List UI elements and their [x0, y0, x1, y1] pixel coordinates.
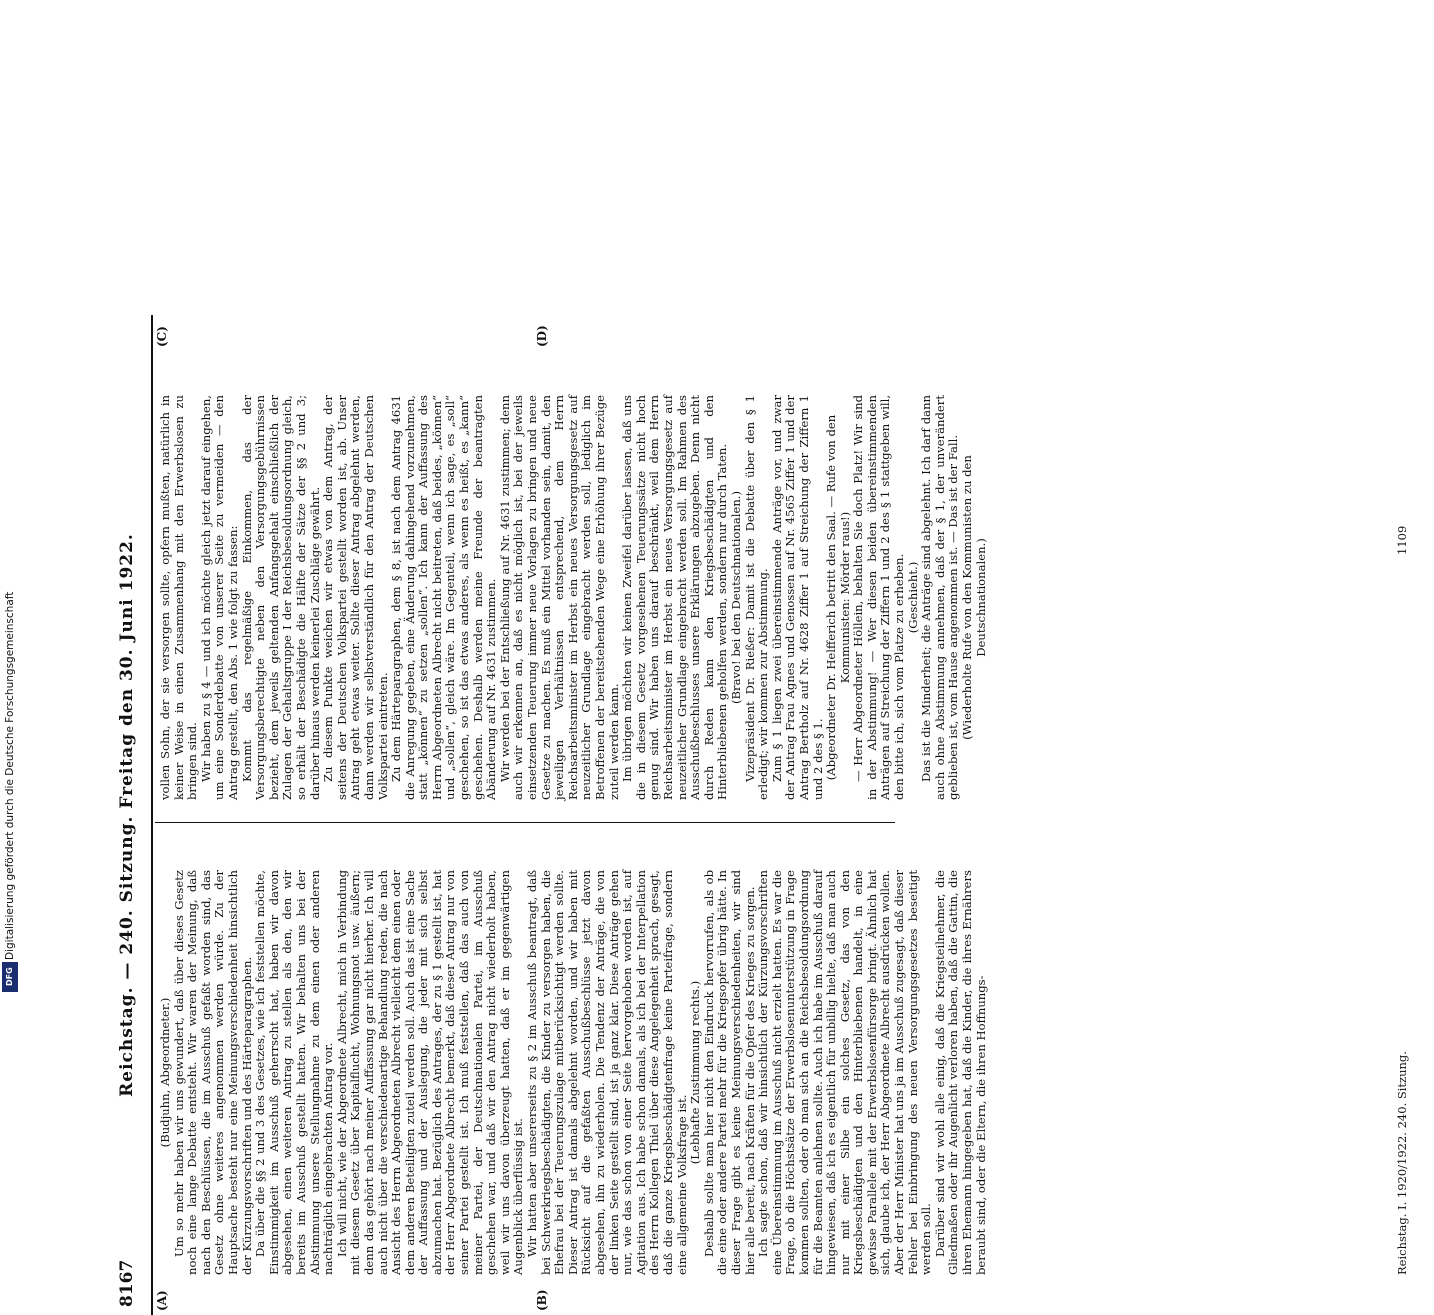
- paragraph: Ich sagte schon, daß wir hinsichtlich der Kürzungsvorschriften eine Übereinstimmung im Ausschuß nicht erzielt hatten. Es war die Frage, ob die Höchstsätze der Erwerbslosenunterstützung in Frage kommen sollten, oder ob man sich an die Reichsbesoldungsordnung für die Beamten anlehnen sollte. Auch ich habe im Ausschuß darauf hingewiesen, daß ich es eigentlich für unbillig hielte, daß man auch nur mit einer Silbe ein solches Gesetz, das von den Kriegsbeschädigten und den Hinterbliebenen handelt, in eine gewisse Parallele mit der Erwerbslosenfürsorge bringt. Ähnlich hat sich, glaube ich, der Herr Abgeordnete Albrecht ausdrücken wollen. Aber der Herr Minister hat uns ja im Ausschuß zugesagt, daß dieser Fehler bei Einbringung des neuen Versorgungsgesetzes beseitigt werden soll.: [756, 870, 934, 1275]
- header-rule: [151, 315, 153, 1315]
- interjection: (Lebhafte Zustimmung rechts.): [688, 980, 703, 1165]
- paragraph: vollen Sohn, der sie versorgen sollte, opfern mußten, natürlich in keiner Weise in einen Zusammenhang mit den Erwerbslosen zu bringen sind.: [158, 395, 200, 800]
- paragraph: Wir werden bei der Entschließung auf Nr. 4631 zustimmen; denn auch wir erkennen an, daß es nicht möglich ist, bei der jeweils einsetzenden Teuerung immer neue Vorlagen zu bringen und neue Gesetze zu machen. Es muß ein Mittel vorhanden sein, damit, den jeweiligen Verhältnissen entsprechend, dem Herrn Reichsarbeitsminister im Herbst ein neues Versorgungsgesetz auf neuzeitlicher Grundlage eingebracht werden soll, lediglich im Betroffenen der bereitstehenden Wege eine Erhöhung ihrer Bezüge zuteil werden kann.: [497, 395, 621, 800]
- left-footer: Reichstag. I. 1920/1922. 240. Sitzung.: [1395, 1051, 1409, 1275]
- speaker-line: (Budjuhn, Abgeordneter.): [158, 997, 172, 1148]
- right-footer: 1109: [1395, 525, 1409, 555]
- quoted-motion: Kommt das regelmäßige Einkommen, das der Versorgungsberechtigte neben den Versorgungsgebührnissen bezieht, dem jeweils geltenden Anfangsgehalt einschließlich der Zulagen der Gehaltsgruppe I der Reichsbesoldungsordnung gleich, so erhält der Beschädigte die Hälfte der Sätze der §§ 2 und 3; darüber hinaus werden keinerlei Zuschläge gewährt.: [239, 395, 322, 800]
- paragraph: Um so mehr haben wir uns gewundert, daß über dieses Gesetz noch eine lange Debatte entsteht. Wir waren der Meinung, daß nach den Beschlüssen, die im Ausschuß gefaßt worden sind, das Gesetz ohne weiteres angenommen werden würde. Zu der Hauptsache besteht nur eine Meinungsverschiedenheit hinsichtlich der Kürzungsvorschriften und des Härteparagraphen.: [171, 870, 254, 1275]
- paragraph: — Herr Abgeordneter Höllein, behalten Sie doch Platz! Wir sind in der Abstimmung! — Wer diesen beiden übereinstimmenden Anträgen auf Streichung der Ziffern 1 und 2 des § 1 stattgeben will, den bitte ich, sich vom Platze zu erheben.: [851, 395, 907, 800]
- margin-letter-a: (A): [155, 1290, 169, 1311]
- margin-letter-d: (D): [535, 325, 549, 347]
- margin-letter-b: (B): [535, 1289, 549, 1311]
- paragraph: Darüber sind wir wohl alle einig, daß die Kriegsteilnehmer, die Gliedmaßen oder ihr Augenlicht verloren haben, daß die Gattin, die ihren Ehemann hingegeben hat, daß die Kinder, die ihres Ernährers beraubt sind, oder die Eltern, die ihren Hoffnungs-: [932, 870, 988, 1275]
- paragraph: Zum § 1 liegen zwei übereinstimmende Anträge vor, und zwar der Antrag Frau Agnes und Genossen auf Nr. 4565 Ziffer 1 und der Antrag Bertholz auf Nr. 4628 Ziffer 1 auf Streichung der Ziffern 1 und 2 des § 1.: [769, 395, 825, 800]
- page-header: [105, 315, 149, 1315]
- digitization-credit: Digitalisierung gefördert durch die Deutsche Forschungsgemeinschaft: [4, 591, 16, 960]
- paragraph: Ich will nicht, wie der Abgeordnete Albrecht, mich in Verbindung mit diesem Gesetz über Kapitalflucht, Wohnungsnot usw. äußern; denn das gehört nach meiner Auffassung gar nicht hierher. Ich will auch nicht über die verschiedenartige Behandlung reden, die nach Ansicht des Herrn Abgeordneten Albrecht vielleicht dem einen oder dem anderen Beteiligten zuteil werden soll. Auch das ist eine Sache der Auffassung und der Auslegung, die jeder mit sich selbst abzumachen hat. Bezüglich des Antrages, der zu § 1 gestellt ist, hat der Herr Abgeordnete Albrecht bemerkt, daß dieser Antrag nur von seiner Partei gestellt ist. Ich muß feststellen, daß das auch von meiner Partei, der Deutschnationalen Partei, im Ausschuß geschehen war, und daß wir den Antrag nicht wiederholt haben, weil wir uns davon überzeugt hatten, daß er im gegenwärtigen Augenblick überflüssig ist.: [334, 870, 526, 1275]
- paragraph: Das ist die Minderheit; die Anträge sind abgelehnt. Ich darf dann auch ohne Abstimmung annehmen, daß der § 1, der unverändert geblieben ist, vom Hause angenommen ist. — Das ist der Fall.: [919, 395, 961, 800]
- margin-letter-c: (C): [155, 326, 169, 347]
- page-number-left: 8167: [117, 1259, 137, 1307]
- right-column: [159, 395, 988, 800]
- paragraph: Da über die §§ 2 und 3 des Gesetzes, wie ich feststellen möchte, Einstimmigkeit im Ausschuß geherrscht hat, haben wir davon abgesehen, einen weiteren Antrag zu stellen als den, den wir bereits im Ausschuß gestellt hatten. Wir behalten uns bei der Abstimmung unsere Stellungnahme zu dem einen oder anderen nachträglich eingebrachten Antrag vor.: [253, 870, 336, 1275]
- interjection: (Abgeordneter Dr. Helfferich betritt den Saal. — Rufe von den Kommunisten: Mörder raus!): [824, 414, 852, 781]
- interjection: (Wiederholte Rufe von den Kommunisten zu den Deutschnationalen.): [960, 455, 988, 740]
- paragraph: Zu diesem Punkte weichen wir etwas von dem Antrag, der seitens der Deutschen Volkspartei gestellt worden ist, ab. Unser Antrag geht etwas weiter. Sollte dieser Antrag abgelehnt werden, dann werden wir selbstverständlich für den Antrag der Deutschen Volkspartei eintreten.: [321, 395, 390, 800]
- paragraph: Zu dem Härteparagraphen, dem § 8, ist nach dem Antrag 4631 die Anregung gegeben, eine Änderung dahingehend vorzunehmen, statt „können“ zu setzen „sollen“. Ich kann der Auffassung des Herrn Abgeordneten Albrecht nicht beitreten, daß beides, „können“ und „sollen“, gleich wäre. Im Gegenteil, wenn ich sage, es „soll“ geschehen, so ist das etwas anderes, als wenn es heißt, es „kann“ geschehen. Deshalb werden meine Freunde der beantragten Abänderung auf Nr. 4631 zustimmen.: [389, 395, 499, 800]
- document-page: [105, 315, 1420, 1315]
- left-column: [159, 870, 988, 1275]
- paragraph: Deshalb sollte man hier nicht den Eindruck hervorrufen, als ob die eine oder andere Partei mehr für die Kriegsopfer übrig hätte. In dieser Frage gibt es keine Meinungsverschiedenheiten, wir sind hier alle bereit, nach Kräften für die Opfer des Krieges zu sorgen.: [701, 870, 757, 1275]
- paragraph: Wir hatten aber unsererseits zu § 2 im Ausschuß beantragt, daß bei Schwerkriegsbeschädigten, die Kinder zu versorgen haben, die Ehefrau bei der Teuerungszulage mitberücksichtigt werden sollte. Dieser Antrag ist damals abgelehnt worden, und wir haben mit Rücksicht auf die gefaßten Ausschußbeschlüsse jetzt davon abgesehen, ihn zu wiederholen. Die Tendenz der Anträge, die von der linken Seite gestellt sind, ist ja ganz klar. Diese Anträge gehen nur, wie das schon von einer Seite hervorgehoben worden ist, auf Agitation aus. Ich habe schon damals, als ich bei der Interpellation des Herrn Kollegen Thiel über diese Angelegenheit sprach, gesagt, daß die ganze Kriegsbeschädigtenfrage keine Parteifrage, sondern eine allgemeine Volksfrage ist.: [525, 870, 689, 1275]
- paragraph: Im übrigen möchten wir keinen Zweifel darüber lassen, daß uns die in diesem Gesetz vorgesehenen Teuerungssätze nicht hoch genug sind. Wir haben uns darauf beschränkt, weil dem Herrn Reichsarbeitsminister im Herbst ein neues Versorgungsgesetz auf neuzeitlicher Grundlage eingebracht werden soll. Im Rahmen des Ausschußbeschlusses unsere Erklärungen abzugeben. Denn nicht durch Reden kann den Kriegsbeschädigten und den Hinterbliebenen geholfen werden, sondern nur durch Taten.: [620, 395, 730, 800]
- paragraph: Vizepräsident Dr. Rießer: Damit ist die Debatte über den § 1 erledigt; wir kommen zur Abstimmung.: [742, 395, 771, 800]
- interjection: (Bravo! bei den Deutschnationalen.): [728, 490, 743, 705]
- interjection: (Geschieht.): [905, 561, 920, 634]
- paragraph: Wir haben zu § 4 — und ich möchte gleich jetzt darauf eingehen, um eine Sonderdebatte von unserer Seite zu vermeiden — den Antrag gestellt, den Abs. 1 wie folgt zu fassen:: [198, 395, 240, 800]
- dfg-logo: DFG: [2, 962, 18, 992]
- column-divider: [155, 822, 895, 823]
- running-title: Reichstag. — 240. Sitzung. Freitag den 30. Juni 1922.: [117, 533, 137, 1097]
